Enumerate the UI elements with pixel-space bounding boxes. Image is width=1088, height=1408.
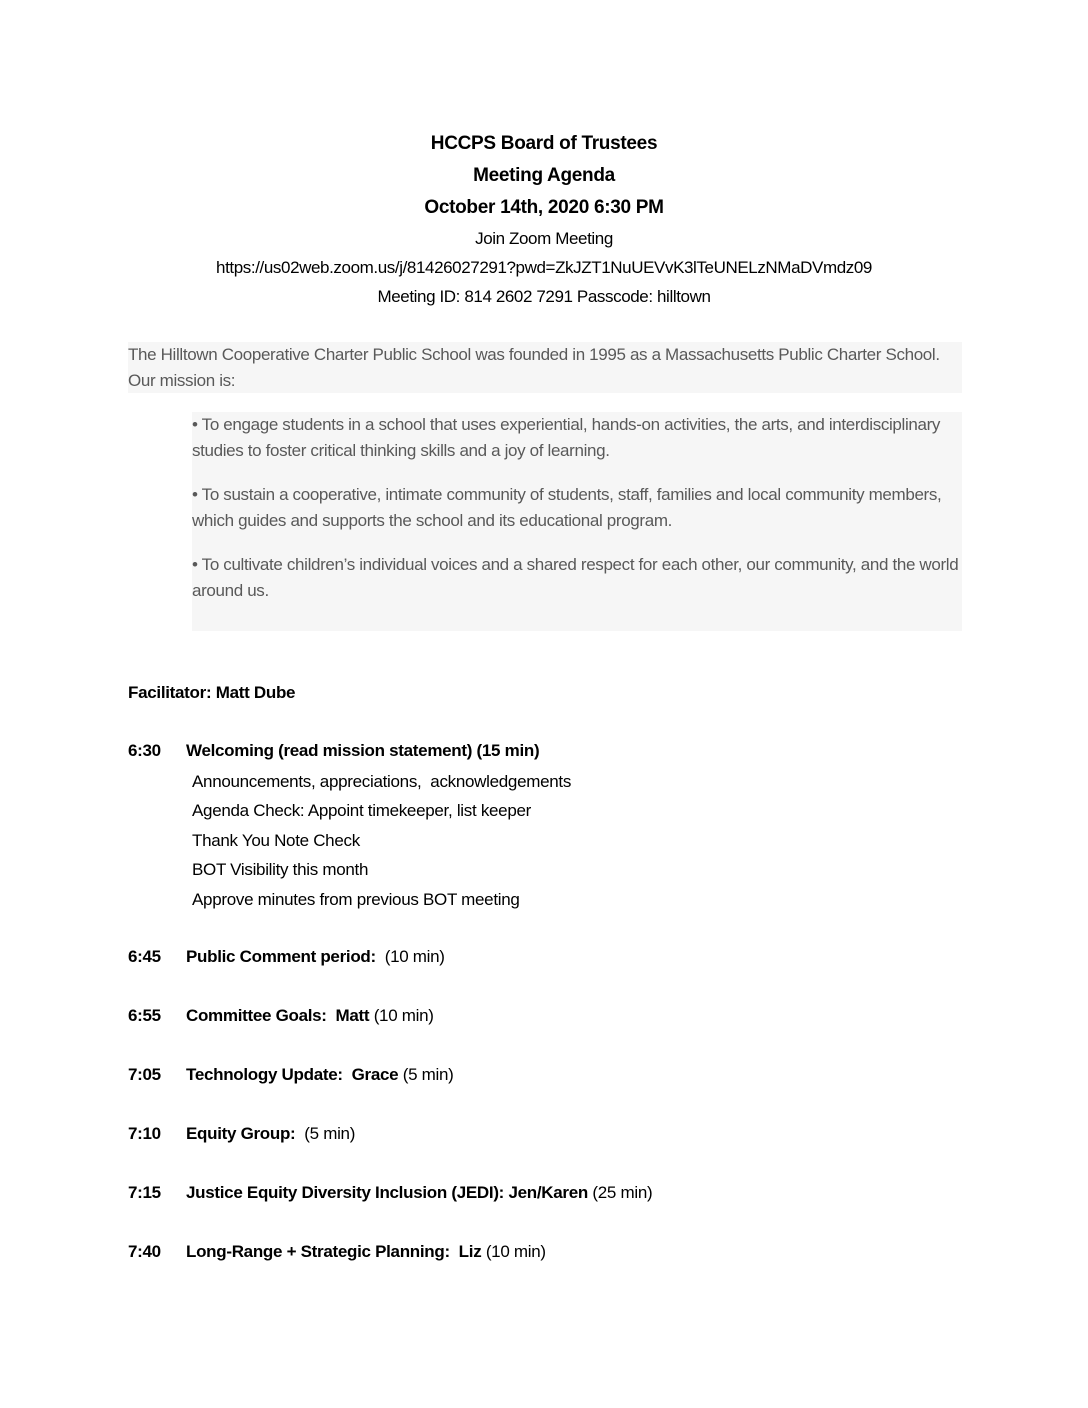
meeting-date-time: October 14th, 2020 6:30 PM [424,197,664,218]
agenda-item-technology-update [128,1062,454,1088]
agenda-item-committee-goals [128,1003,434,1029]
agenda-item-welcoming [128,738,539,764]
agenda-time: 7:40 [128,1242,161,1261]
mission-bullet: • To sustain a cooperative, intimate community of students, staff, families and local community members, which guides and supports the school and its educational program. [192,485,942,530]
agenda-sub-item: BOT Visibility this month [192,860,369,880]
agenda-title: Long-Range + Strategic Planning: Liz [186,1242,482,1261]
mission-intro: The Hilltown Cooperative Charter Public School was founded in 1995 as a Massachusetts Public Charter School. Our mission is: [128,342,962,393]
agenda-duration: (10 min) [481,1242,546,1261]
document-title: Meeting Agenda [473,165,615,186]
agenda-time: 7:05 [128,1065,161,1084]
zoom-join-label: Join Zoom Meeting [475,229,613,248]
agenda-title: Technology Update: Grace [186,1065,399,1084]
mission-list [192,412,962,631]
document-header [0,128,1088,311]
agenda-time: 6:55 [128,1006,161,1025]
welcoming-sub-items [192,767,571,914]
agenda-duration: (10 min) [375,947,445,966]
agenda-title: Equity Group: [186,1124,296,1143]
facilitator: Facilitator: Matt Dube [128,683,296,702]
agenda-duration: (25 min) [587,1183,653,1202]
meeting-id-passcode: Meeting ID: 814 2602 7291 Passcode: hilltown [377,287,711,306]
agenda-item-long-range-planning [128,1239,546,1265]
agenda-title: Committee Goals: Matt [186,1006,370,1025]
agenda-item-public-comment [128,944,445,970]
agenda-title: Welcoming (read mission statement) (15 min) [186,741,540,760]
agenda-time: 7:10 [128,1124,161,1143]
agenda-item-jedi [128,1180,652,1206]
agenda-title: Justice Equity Diversity Inclusion (JEDI): Jen/Karen [186,1183,588,1202]
agenda-time: 7:15 [128,1183,161,1202]
agenda-sub-item: Announcements, appreciations, acknowledgements [192,772,572,791]
mission-bullet: • To engage students in a school that uses experiential, hands-on activities, the arts, and interdisciplinary studies to foster critical thinking skills and a joy of learning. [192,415,941,460]
agenda-time: 6:45 [128,947,161,966]
agenda-title: Public Comment period: [186,947,376,966]
agenda-duration: (10 min) [369,1006,434,1025]
org-title: HCCPS Board of Trustees [430,133,658,154]
agenda-sub-item: Agenda Check: Appoint timekeeper, list keeper [192,801,531,821]
agenda-sub-item: Thank You Note Check [192,830,360,850]
agenda-time: 6:30 [128,741,161,760]
agenda-item-equity-group [128,1121,355,1147]
zoom-link[interactable]: https://us02web.zoom.us/j/81426027291?pwd=ZkJZT1NuUEVvK3lTeUNELzNMaDVmdz09 [216,258,872,277]
agenda-duration: (5 min) [398,1065,454,1084]
agenda-duration: (5 min) [295,1124,356,1143]
agenda-sub-item: Approve minutes from previous BOT meeting [192,889,520,909]
mission-bullet: • To cultivate children’s individual voices and a shared respect for each other, our community, and the world around us. [192,555,959,600]
